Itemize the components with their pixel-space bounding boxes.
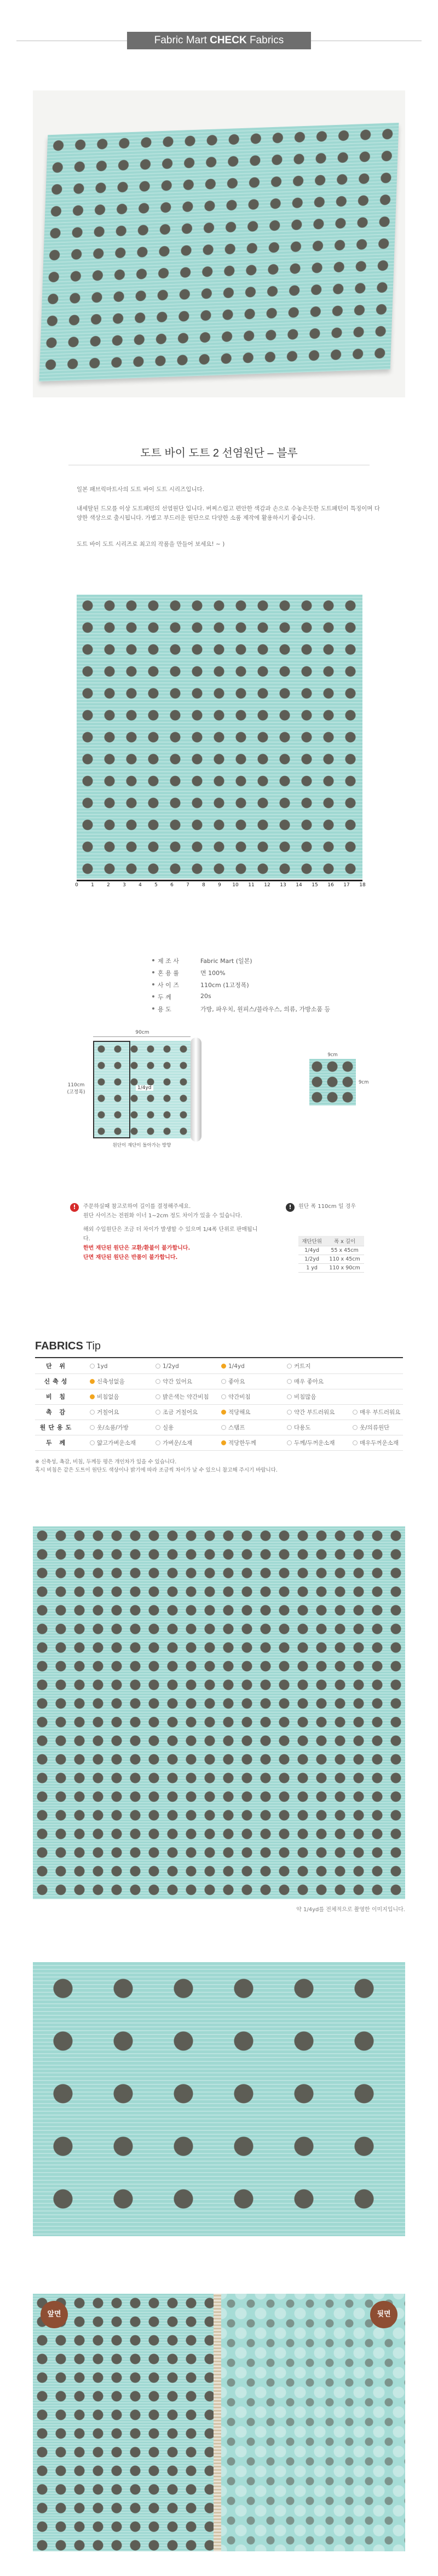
tip-row-label: 두 께 bbox=[45, 1439, 68, 1446]
bullet-icon bbox=[152, 1007, 154, 1010]
fold-note: 원단이 재단이 돌아가는 방향 bbox=[112, 1143, 171, 1148]
tip-option-label: 커트지 bbox=[294, 1363, 311, 1370]
radio-icon bbox=[287, 1410, 292, 1415]
radio-icon bbox=[287, 1425, 292, 1430]
ruler bbox=[75, 880, 366, 888]
tips-footnote bbox=[35, 1458, 403, 1474]
tip-option-label: 비침없음 bbox=[97, 1394, 119, 1400]
note-right-title: 원단 폭 110cm 일 경우 bbox=[298, 1204, 356, 1210]
tip-option bbox=[90, 1436, 136, 1450]
radio-icon bbox=[90, 1394, 95, 1399]
spec-label: 두 께 bbox=[158, 994, 171, 1001]
radio-icon bbox=[353, 1425, 358, 1430]
tip-option-label: 매우 좋아요 bbox=[294, 1378, 324, 1385]
width-label: 90cm bbox=[135, 1030, 149, 1035]
ruler-tick-label: 12 bbox=[264, 882, 270, 888]
closeup-photo bbox=[33, 1962, 405, 2236]
tip-option bbox=[221, 1390, 251, 1404]
tip-option-label: 밝은색는 약간비침 bbox=[163, 1394, 209, 1400]
radio-icon bbox=[287, 1379, 292, 1384]
tip-option-label: 매우 부드러워요 bbox=[360, 1409, 401, 1416]
tip-option-label: 거칠어요 bbox=[97, 1409, 119, 1416]
tip-option-label: 실용 bbox=[163, 1424, 174, 1431]
tip-option bbox=[90, 1421, 129, 1435]
table-row: 1/4yd 55 x 45cm bbox=[298, 1246, 364, 1255]
radio-icon bbox=[155, 1364, 160, 1369]
size-diagram bbox=[67, 1030, 230, 1148]
tip-option-label: 다용도 bbox=[294, 1424, 311, 1431]
tip-option-label: 약간비침 bbox=[228, 1394, 251, 1400]
radio-icon bbox=[353, 1410, 358, 1415]
radio-icon bbox=[90, 1440, 95, 1445]
hero-fabric-photo bbox=[39, 123, 399, 381]
diagram-roll bbox=[191, 1038, 201, 1142]
spec-label: 사 이 즈 bbox=[158, 982, 179, 989]
tips-divider bbox=[35, 1357, 403, 1358]
back-photo bbox=[221, 2294, 405, 2551]
ruler-tick-label: 13 bbox=[280, 882, 286, 888]
note-line-5: 단면 재단된 원단은 반품이 불가합니다. bbox=[83, 1255, 178, 1261]
radio-icon bbox=[155, 1410, 160, 1415]
tip-option-label: 1/4yd bbox=[228, 1363, 245, 1370]
tip-option-label: 적당한두께 bbox=[228, 1440, 256, 1446]
header-prefix: Fabric Mart bbox=[154, 35, 210, 46]
small-width-label: 9cm bbox=[327, 1052, 338, 1058]
tip-option bbox=[353, 1421, 389, 1435]
intro-line-1: 일본 패브릭마트사의 도트 바이 도트 시리즈입니다. bbox=[77, 486, 205, 493]
radio-icon bbox=[221, 1394, 226, 1399]
tip-option-label: 좋아요 bbox=[228, 1378, 245, 1385]
tip-option-label: 약간 있어요 bbox=[163, 1378, 193, 1385]
spec-value: 20s bbox=[200, 993, 211, 1000]
tip-option bbox=[287, 1359, 310, 1374]
intro-line-2: 내세탈된 드모를 이상 도트패턴의 선염원단 입니다. 버찌스럽고 편안한 색감과 손으로 수놓은듯한 도트패턴이 특징이며 다양한 색상으로 출시됩니다. 가볍고 부드러운 원단으로 다양한 소품 제작에 활용하시기 좋습니다. bbox=[77, 505, 380, 521]
ruler-tick-label: 16 bbox=[327, 882, 334, 888]
table-row: 1 yd 110 x 90cm bbox=[298, 1264, 364, 1273]
tip-row bbox=[35, 1359, 403, 1374]
radio-icon bbox=[90, 1364, 95, 1369]
tip-row bbox=[35, 1390, 403, 1405]
tip-row bbox=[35, 1421, 403, 1435]
radio-icon bbox=[90, 1425, 95, 1430]
note-line-3: 해외 수입원단은 조금 더 차이가 발생할 수 있으며 1/4폭 단위로 판매됩니다. bbox=[83, 1227, 258, 1242]
tip-option bbox=[287, 1436, 335, 1450]
product-title: 도트 바이 도트 2 선염원단 – 블루 bbox=[140, 447, 298, 459]
tip-option-label: 1/2yd bbox=[163, 1363, 179, 1370]
bullet-icon bbox=[152, 959, 154, 961]
tip-row bbox=[35, 1436, 403, 1451]
tip-row-label: 단 위 bbox=[45, 1363, 68, 1370]
photo-caption-1: 약 1/4yd를 전체적으로 촬영한 이미지입니다. bbox=[296, 1907, 405, 1913]
header-banner bbox=[127, 32, 311, 49]
tip-option bbox=[90, 1359, 108, 1374]
tip-option-label: 비침많음 bbox=[294, 1394, 316, 1400]
tip-option bbox=[353, 1436, 399, 1450]
intro-line-3: 도트 바이 도트 시리즈로 최고의 작품을 만들어 보세요! ~ ) bbox=[77, 541, 225, 548]
tip-option bbox=[221, 1359, 245, 1374]
ruler-tick-label: 7 bbox=[186, 882, 189, 888]
radio-icon bbox=[90, 1410, 95, 1415]
tip-option-label: 얇고가벼운소재 bbox=[97, 1440, 136, 1446]
tip-option-label: 적당해요 bbox=[228, 1409, 251, 1416]
diagram-quarter-box bbox=[93, 1041, 130, 1138]
small-height-label: 9cm bbox=[359, 1080, 369, 1085]
width-arrow bbox=[93, 1036, 191, 1037]
ruler-tick-label: 2 bbox=[107, 882, 110, 888]
ruler-tick-label: 1 bbox=[91, 882, 94, 888]
tip-option bbox=[287, 1375, 324, 1389]
cut-size-table bbox=[298, 1236, 364, 1273]
tip-option bbox=[155, 1421, 174, 1435]
tip-option bbox=[90, 1390, 119, 1404]
spec-value: Fabric Mart (일본) bbox=[200, 958, 252, 965]
tip-option-label: 신축성없음 bbox=[97, 1378, 125, 1385]
hero-photo-area bbox=[33, 90, 405, 397]
tip-option-label: 조금 거칠어요 bbox=[163, 1409, 198, 1416]
info-icon: ! bbox=[286, 1203, 295, 1212]
table-head-unit: 재단단위 bbox=[298, 1236, 325, 1246]
radio-icon bbox=[221, 1440, 226, 1445]
radio-icon bbox=[155, 1379, 160, 1384]
tip-row-label: 촉 감 bbox=[45, 1409, 68, 1416]
quarter-yard-photo bbox=[33, 1526, 405, 1899]
radio-icon bbox=[221, 1379, 226, 1384]
tip-row-label: 원단용도 bbox=[39, 1424, 74, 1431]
tip-option-label: 약간 부드러워요 bbox=[294, 1409, 335, 1416]
tip-row-label: 신축성 bbox=[44, 1378, 70, 1385]
ruler-tick-label: 8 bbox=[202, 882, 205, 888]
spec-label: 혼 용 률 bbox=[158, 970, 179, 977]
tip-option bbox=[155, 1405, 198, 1420]
tips-title: FABRICS Tip bbox=[35, 1340, 101, 1352]
tip-option-label: 두께/두꺼운소재 bbox=[294, 1440, 335, 1446]
ruler-tick-label: 5 bbox=[154, 882, 158, 888]
radio-icon bbox=[287, 1364, 292, 1369]
radio-icon bbox=[155, 1440, 160, 1445]
small-swatch-diagram bbox=[309, 1052, 370, 1118]
tip-option bbox=[155, 1359, 179, 1374]
radio-icon bbox=[221, 1425, 226, 1430]
small-swatch bbox=[309, 1059, 356, 1105]
header-suffix: Fabrics bbox=[246, 35, 284, 46]
warning-icon: ! bbox=[70, 1203, 79, 1212]
tip-option-label: 1yd bbox=[97, 1363, 108, 1370]
ruler-tick-label: 17 bbox=[343, 882, 350, 888]
note-line-1: 주문하실때 참고로하여 길이를 결정해주세요. bbox=[83, 1204, 191, 1210]
tip-option-label: 매우두꺼운소재 bbox=[360, 1440, 399, 1446]
tip-option-label: 옷/의류원단 bbox=[360, 1424, 390, 1431]
ruler-tick-label: 9 bbox=[218, 882, 221, 888]
tip-option bbox=[287, 1421, 310, 1435]
front-photo bbox=[33, 2294, 214, 2551]
selvage-strip bbox=[214, 2294, 221, 2551]
height-label: 110cm (고정폭) bbox=[67, 1082, 85, 1095]
ruler-tick-label: 0 bbox=[75, 882, 78, 888]
bullet-icon bbox=[152, 983, 154, 985]
ruler-bar bbox=[77, 880, 362, 881]
note-left bbox=[83, 1202, 258, 1262]
ruler-tick-label: 10 bbox=[232, 882, 239, 888]
ruler-tick-label: 15 bbox=[312, 882, 318, 888]
tip-option bbox=[221, 1405, 251, 1420]
tip-option-label: 스탬프 bbox=[228, 1424, 245, 1431]
tips-footnote-1: ※ 신축성, 촉감, 비침, 두께등 평은 개인차가 있을 수 있습니다. bbox=[35, 1459, 177, 1465]
ruler-tick-label: 11 bbox=[248, 882, 255, 888]
bullet-icon bbox=[152, 971, 154, 973]
fabric-swatch bbox=[77, 595, 362, 879]
spec-value: 110cm (1고정폭) bbox=[200, 982, 249, 989]
radio-icon bbox=[221, 1410, 226, 1415]
tip-option bbox=[221, 1421, 245, 1435]
spec-value: 가방, 파우치, 원피스/블라우스, 의류, 가방소품 등 bbox=[200, 1006, 331, 1013]
tip-option bbox=[90, 1405, 119, 1420]
tips-footnote-2: 혹시 비침은 같은 도트이 원단도 색상이나 밝기에 따라 조금씩 차이가 날 수 있으니 참고해 주시기 바랍니다. bbox=[35, 1467, 278, 1473]
spec-label: 용 도 bbox=[158, 1006, 171, 1013]
table-row: 1/2yd 110 x 45cm bbox=[298, 1255, 364, 1264]
tip-option bbox=[155, 1436, 192, 1450]
radio-icon bbox=[353, 1440, 358, 1445]
radio-icon bbox=[155, 1394, 160, 1399]
back-label-badge: 뒷면 bbox=[370, 2301, 397, 2328]
tip-option bbox=[221, 1375, 245, 1389]
radio-icon bbox=[287, 1394, 292, 1399]
radio-icon bbox=[155, 1425, 160, 1430]
diagram-inner-label: 1/4yd bbox=[136, 1085, 153, 1091]
ruler-tick-label: 4 bbox=[139, 882, 142, 888]
tip-option-label: 옷/소품/가방 bbox=[97, 1424, 129, 1431]
ruler-tick-label: 14 bbox=[296, 882, 302, 888]
tip-option bbox=[155, 1375, 192, 1389]
spec-label: 제 조 사 bbox=[158, 958, 179, 965]
tip-option bbox=[155, 1390, 209, 1404]
ruler-tick-label: 18 bbox=[359, 882, 366, 888]
radio-icon bbox=[287, 1440, 292, 1445]
note-line-2: 원단 사이즈는 전원화 이너 1~2cm 정도 차이가 있을 수 있습니다. bbox=[83, 1213, 243, 1219]
ruler-tick-label: 3 bbox=[123, 882, 126, 888]
tip-option bbox=[353, 1405, 400, 1420]
tip-row-label: 비 침 bbox=[45, 1393, 68, 1400]
radio-icon bbox=[90, 1379, 95, 1384]
tip-option bbox=[287, 1405, 335, 1420]
tip-option bbox=[221, 1436, 256, 1450]
header-strong: CHECK bbox=[210, 35, 247, 46]
front-label-badge: 앞면 bbox=[41, 2301, 68, 2328]
tip-option-label: 가벼운/소재 bbox=[163, 1440, 193, 1446]
tip-option bbox=[90, 1375, 125, 1389]
note-line-4: 한번 재단된 원단은 교환/환불이 불가합니다. bbox=[83, 1245, 191, 1251]
tip-row bbox=[35, 1405, 403, 1420]
radio-icon bbox=[221, 1364, 226, 1369]
bullet-icon bbox=[152, 995, 154, 998]
table-head-size: 폭 x 길이 bbox=[325, 1236, 364, 1246]
tip-option bbox=[287, 1390, 316, 1404]
ruler-tick-label: 6 bbox=[170, 882, 174, 888]
spec-value: 면 100% bbox=[200, 970, 226, 977]
tip-row bbox=[35, 1375, 403, 1389]
